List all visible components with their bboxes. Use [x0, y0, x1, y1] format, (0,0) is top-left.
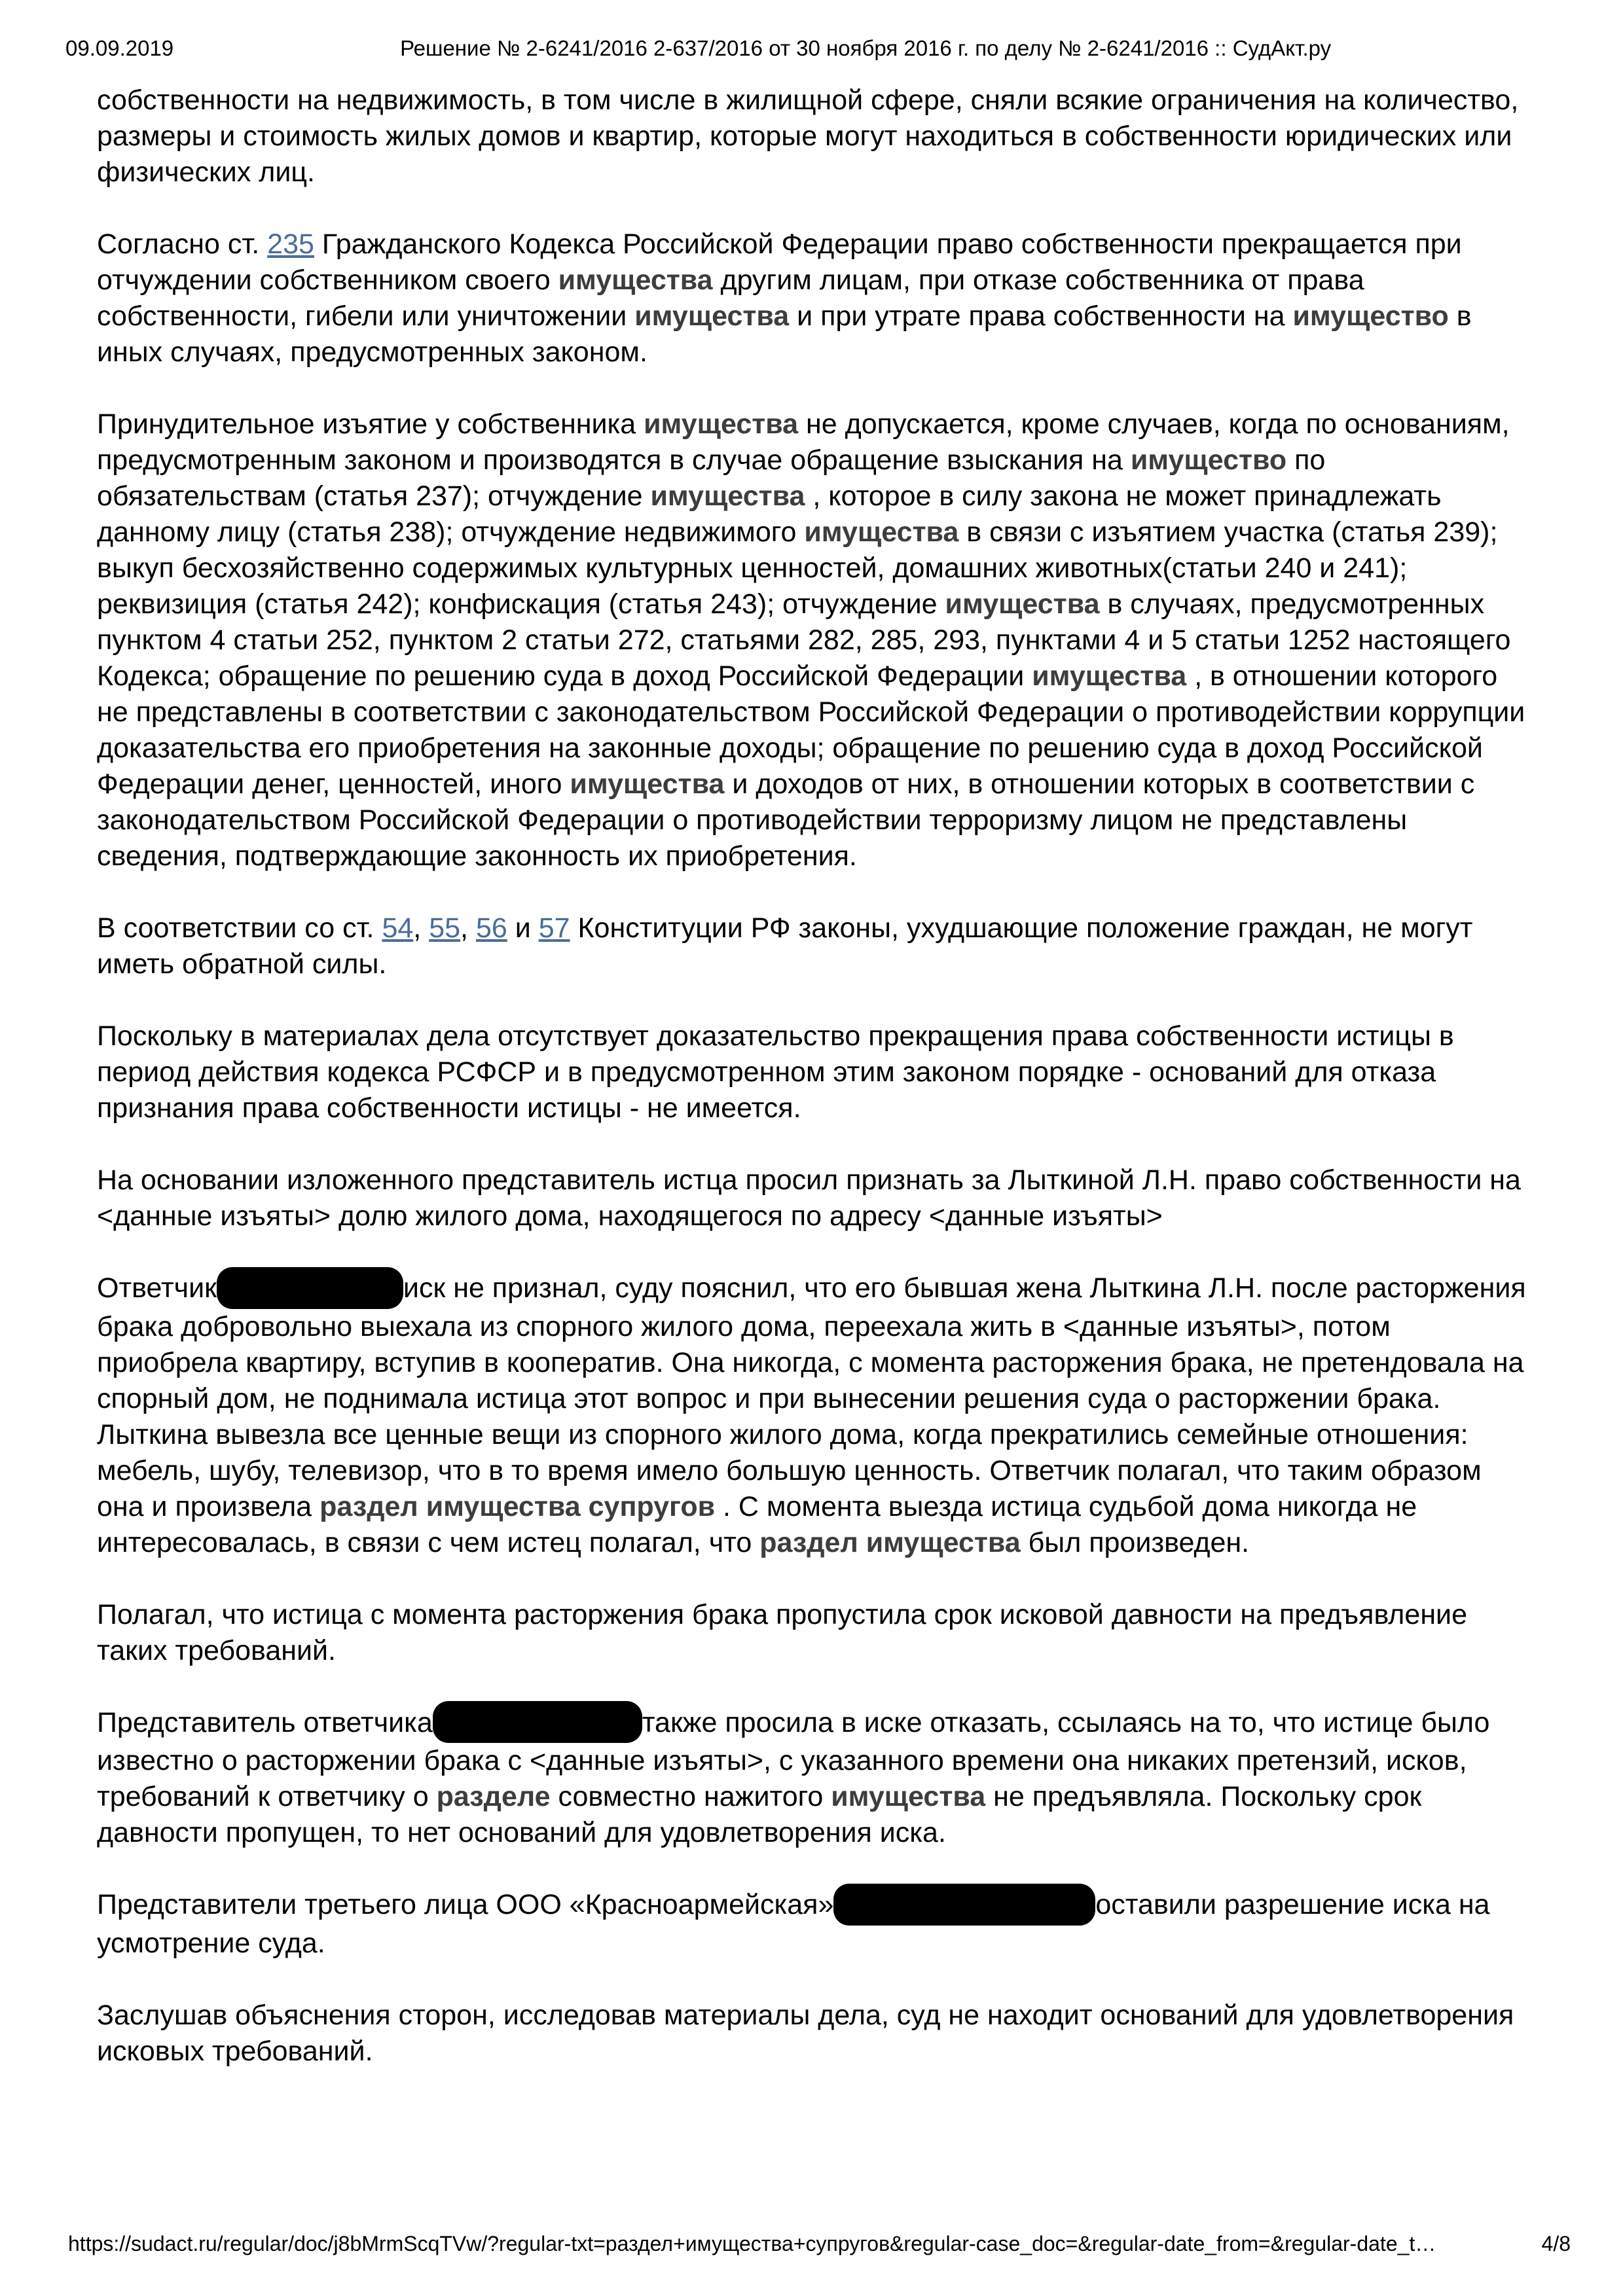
text-run: Представители третьего лица ООО «Красноармейская»: [97, 1889, 834, 1921]
redaction-box: [833, 1884, 1095, 1926]
text-run: был произведен.: [1020, 1526, 1250, 1558]
article-link[interactable]: 56: [475, 912, 507, 944]
text-run: иск не признал, суду пояснил, что его бывшая жена Лыткина Л.Н. после расторжения брака добровольно выехала из спорного жилого дома, переехала жить в <данные изъяты>, потом приобрела квартиру, вступив в кооператив. Она никогда, с момента расторжения брака, не претендовала на спорный дом, не поднимала истица этот вопрос и при вынесении решения суда о расторжении брака. Лыткина вывезла все ценные вещи из спорного жилого дома, когда прекратились семейные отношения: мебель, шубу, телевизор, что в то время имело большую ценность. Ответчик полагал, что таким образом она и произвела: [97, 1272, 1526, 1522]
text-run: ,: [460, 912, 476, 944]
paragraph: [97, 1998, 1532, 2070]
article-link[interactable]: 54: [382, 912, 414, 944]
redaction-box: [217, 1267, 403, 1309]
search-term-highlight: раздел имущества: [759, 1526, 1021, 1558]
text-run: Принудительное изъятие у собственника: [97, 408, 644, 440]
print-date: 09.09.2019: [65, 36, 174, 60]
search-term-highlight: имущества: [650, 480, 805, 512]
search-term-highlight: имущества: [945, 588, 1100, 620]
article-link[interactable]: 235: [267, 228, 314, 260]
article-link[interactable]: 57: [538, 912, 570, 944]
paragraph: [97, 910, 1532, 982]
source-url: https://sudact.ru/regular/doc/j8bMrmScqTVw/?regular-txt=раздел+имущества+супругов&regular-case_doc=&regular-date_from=&regular-date_t…: [68, 2232, 1436, 2255]
paragraph: [97, 1887, 1532, 1962]
paragraph: [97, 406, 1532, 874]
redaction-box: [433, 1701, 642, 1743]
text-run: также просила в иске отказать, ссылаясь на то, что истице было известно о расторжении брака с <данные изъяты>, с указанного времени она никаких претензий, исков, требований к ответчику о: [97, 1706, 1490, 1813]
text-run: оставили разрешение иска на усмотрение суда.: [97, 1889, 1490, 1959]
article-link[interactable]: 55: [429, 912, 461, 944]
page-number: 4/8: [1541, 2232, 1571, 2255]
search-term-highlight: имущества: [1032, 660, 1187, 692]
search-term-highlight: имущества: [634, 300, 790, 332]
text-run: Согласно ст.: [97, 228, 268, 260]
text-run: Поскольку в материалах дела отсутствует доказательство прекращения права собственности истицы в период действия кодекса РСФСР и в предусмотренном этим законом порядке - оснований для отказа признания права собственности истицы - не имеется.: [97, 1020, 1454, 1124]
paragraph: [97, 82, 1532, 190]
paragraph: [97, 1018, 1532, 1126]
text-run: по обязательствам (статья 237); отчуждение: [97, 444, 1326, 512]
paragraph: [97, 226, 1532, 370]
search-term-highlight: имущество: [1130, 444, 1287, 476]
paragraph: [97, 1597, 1532, 1669]
text-run: Заслушав объяснения сторон, исследовав материалы дела, суд не находит оснований для удовлетворения исковых требований.: [97, 1999, 1514, 2067]
text-run: Представитель ответчика: [97, 1706, 433, 1738]
text-run: не допускается, кроме случаев, когда по основаниям, предусмотренным законом и производятся в случае обращение взыскания на: [97, 408, 1510, 476]
search-term-highlight: имущества: [644, 408, 799, 440]
text-run: не предъявляла. Поскольку срок давности пропущен, то нет оснований для удовлетворения иска.: [97, 1781, 1422, 1849]
text-run: На основании изложенного представитель истца просил признать за Лыткиной Л.Н. право собственности на <данные изъяты> долю жилого дома, находящегося по адресу <данные изъяты>: [97, 1164, 1521, 1232]
search-term-highlight: имущества: [558, 264, 713, 296]
paragraph: [97, 1162, 1532, 1234]
paragraph: [97, 1270, 1532, 1561]
text-run: другим лицам, при отказе собственника от права собственности, гибели или уничтожении: [97, 264, 1364, 332]
print-footer: [68, 2231, 1571, 2257]
text-run: Ответчик: [97, 1272, 217, 1304]
search-term-highlight: имущества: [570, 768, 725, 800]
text-run: и доходов от них, в отношении которых в соответствии с законодательством Российской Федерации о противодействии терроризму лицом не представлены сведения, подтверждающие законность их приобретения.: [97, 768, 1475, 872]
text-run: совместно нажитого: [550, 1781, 831, 1813]
search-term-highlight: имущество: [1292, 300, 1449, 332]
search-term-highlight: имущества: [831, 1781, 986, 1813]
text-run: В соответствии со ст.: [97, 912, 382, 944]
search-term-highlight: разделе: [436, 1781, 551, 1813]
text-run: Полагал, что истица с момента расторжения брака пропустила срок исковой давности на предъявление таких требований.: [97, 1598, 1467, 1666]
text-run: Гражданского Кодекса Российской Федерации право собственности прекращается при отчуждении собственником своего: [97, 228, 1462, 296]
text-run: . С момента выезда истица судьбой дома никогда не интересовалась, в связи с чем истец полагал, что: [97, 1490, 1417, 1558]
text-run: в иных случаях, предусмотренных законом.: [97, 300, 1472, 368]
text-run: в связи с изъятием участка (статья 239); выкуп бесхозяйственно содержимых культурных ценностей, домашних животных(статьи 240 и 241); реквизиция (статья 242); конфискация (статья 243); отчуждение: [97, 516, 1498, 620]
search-term-highlight: имущества: [804, 516, 959, 548]
text-run: и при утрате права собственности на: [789, 300, 1293, 332]
document-body: [97, 82, 1532, 2106]
text-run: , которое в силу закона не может принадлежать данному лицу (статья 238); отчуждение недвижимого: [97, 480, 1442, 548]
text-run: Конституции РФ законы, ухудшающие положение граждан, не могут иметь обратной силы.: [97, 912, 1473, 980]
text-run: , в отношении которого не представлены в соответствии с законодательством Российской Федерации о противодействии коррупции доказательства его приобретения на законные доходы; обращение по решению суда в доход Российской Федерации денег, ценностей, иного: [97, 660, 1525, 800]
page-title: Решение № 2-6241/2016 2-637/2016 от 30 ноября 2016 г. по делу № 2-6241/2016 :: СудАкт.ру: [400, 36, 1332, 60]
search-term-highlight: раздел имущества супругов: [319, 1490, 716, 1522]
paragraph: [97, 1705, 1532, 1852]
text-run: в случаях, предусмотренных пунктом 4 статьи 252, пунктом 2 статьи 272, статьями 282, 285, 293, пунктами 4 и 5 статьи 1252 настоящего Кодекса; обращение по решению суда в доход Российской Федерации: [97, 588, 1511, 692]
print-header: [65, 35, 1558, 62]
text-run: собственности на недвижимость, в том числе в жилищной сфере, сняли всякие ограничения на количество, размеры и стоимость жилых домов и квартир, которые могут находиться в собственности юридических или физических лиц.: [97, 84, 1519, 188]
text-run: ,: [413, 912, 429, 944]
text-run: и: [507, 912, 539, 944]
